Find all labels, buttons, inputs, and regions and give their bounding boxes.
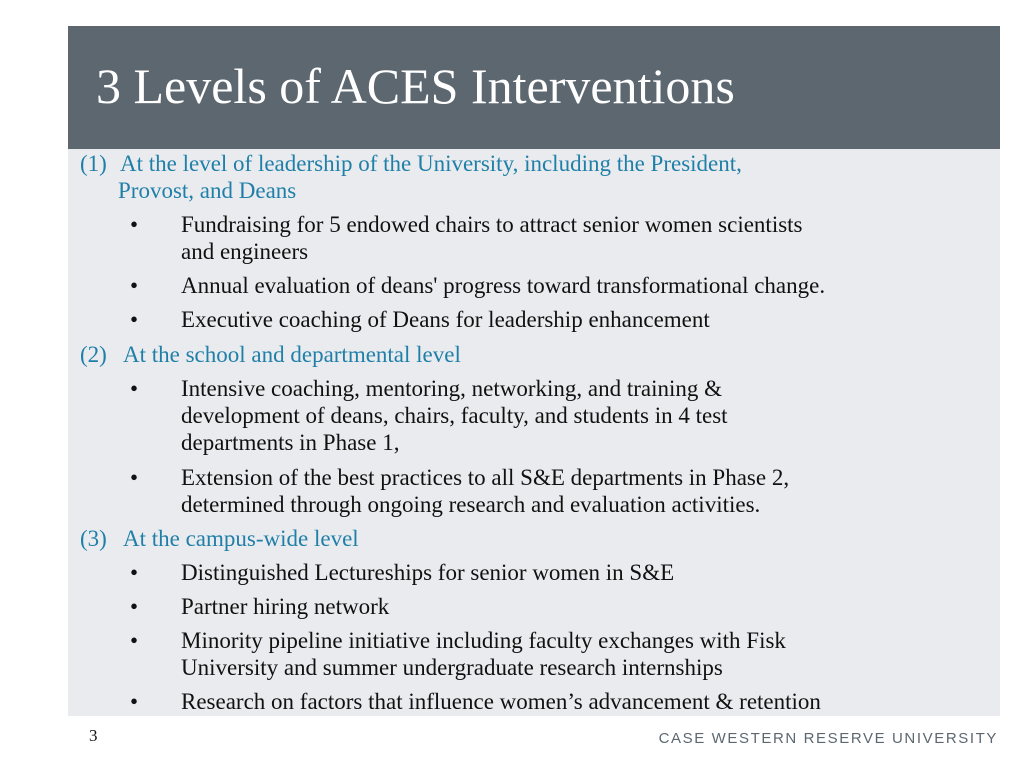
bullet-glyph: • xyxy=(130,307,139,332)
bullet-text-line: Partner hiring network xyxy=(181,594,390,619)
bullet-glyph: • xyxy=(130,689,139,714)
level-text: At the campus-wide level xyxy=(123,526,359,551)
university-wordmark: CASE WESTERN RESERVE UNIVERSITY xyxy=(658,730,998,747)
bullet-text-line: Fundraising for 5 endowed chairs to attract senior women scientists xyxy=(181,212,803,237)
level-2-heading xyxy=(80,341,980,368)
bullet-glyph: • xyxy=(130,376,139,401)
slide-title: 3 Levels of ACES Interventions xyxy=(96,58,735,114)
bullet-glyph: • xyxy=(130,212,139,237)
bullet-text-line: Minority pipeline initiative including faculty exchanges with Fisk xyxy=(181,628,786,653)
bullet-text-line: and engineers xyxy=(181,239,309,264)
bullet-text-line: University and summer undergraduate research internships xyxy=(181,655,723,680)
level-number: (2) xyxy=(80,342,107,367)
bullet-glyph: • xyxy=(130,594,139,619)
level-number: (3) xyxy=(80,526,107,551)
level-text-line: At the level of leadership of the University, including the President, xyxy=(120,151,742,176)
bullet-text-line: Distinguished Lectureships for senior women in S&E xyxy=(181,560,675,585)
bullet-text-line: development of deans, chairs, faculty, and students in 4 test xyxy=(181,403,728,428)
level-3-heading xyxy=(80,525,980,552)
level-text xyxy=(120,150,742,177)
level-1-heading xyxy=(80,150,980,204)
bullet-text-line: departments in Phase 1, xyxy=(181,430,400,455)
bullet-text-line: Intensive coaching, mentoring, networking, and training & xyxy=(181,376,723,401)
bullet-glyph: • xyxy=(130,628,139,653)
bullet-text-line: Extension of the best practices to all S&E departments in Phase 2, xyxy=(181,465,790,490)
bullet-text-line: determined through ongoing research and evaluation activities. xyxy=(181,492,761,517)
bullet-text-line: Executive coaching of Deans for leadership enhancement xyxy=(181,307,710,332)
bullet-text-line: Research on factors that influence women’s advancement & retention xyxy=(181,689,821,714)
level-text: At the school and departmental level xyxy=(123,342,461,367)
level-text-continued: Provost, and Deans xyxy=(118,178,297,203)
bullet-glyph: • xyxy=(130,273,139,298)
level-number: (1) xyxy=(80,151,107,176)
bullet-glyph: • xyxy=(130,465,139,490)
page-number: 3 xyxy=(89,726,98,745)
bullet-glyph: • xyxy=(130,560,139,585)
bullet-text-line: Annual evaluation of deans' progress toward transformational change. xyxy=(181,273,826,298)
